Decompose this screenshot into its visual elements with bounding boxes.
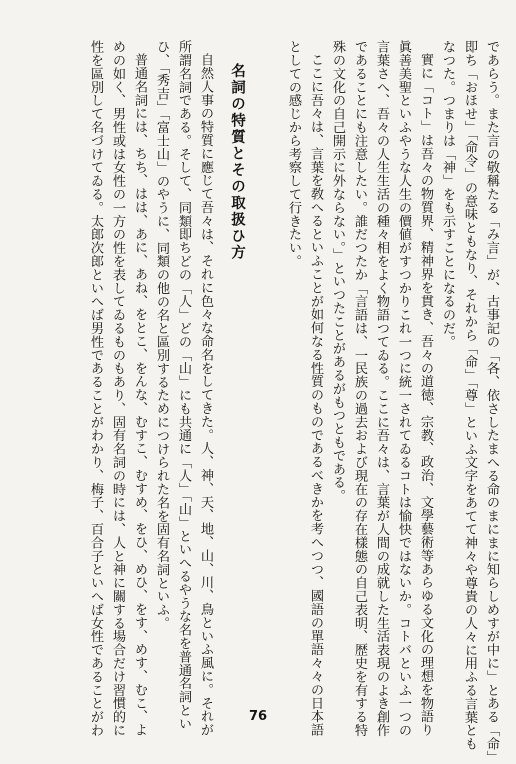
text-line: 自然人事の特質に應じて吾々は、それに色々な命名をしてきた。人、神、天、地、山、川、鳥といふ風に。それが [198,53,213,737]
text-line: 實に「コト」は吾々の物質界、精神界を貫き、吾々の道徳、宗教、政治、文學藝術等あらゆる文化の理想を物語り [418,53,433,737]
text-line: ここに吾々は、言葉を敎へるといふことが如何なる性質のものであるべきかを考へつつ、國語の單語々々の日本語 [308,53,323,737]
text-line: であることにも注意したい。誰だつたか「言語は、一民族の過去および現在の存在樣態の自己表明、歴史を有する特 [352,40,367,737]
text-line: 性を區別して名づけてゐる。太郎次郎といへば男性であることがわかり、梅子、百合子といへば女性であることがわ [88,40,103,737]
text-line: めの如く、男性或は女性の一方の性を表してゐるものもあり、固有名詞の時には、人と神に關する場合だけ習慣的に [110,40,125,737]
text-line: 即ち「おほせ」「命令」の意味ともなり、それから「命」「尊」といふ文字をあてて神々や尊貴の人々に用ふる言葉とも [462,40,477,751]
text-line: 言葉さへ、吾々の人生生活の種々相をよく物語つてゐる。ここに吾々は、言葉が人間の成就した生活表現のよき創作 [374,40,389,737]
section-heading: 名詞の特質とその取扱ひ方 [229,63,245,262]
text-line: ひ、「秀吉」「富士山」のやうに、同類の他の名と區別するためにつけられた名を固有名詞といふ。 [154,40,169,630]
text-line: 眞善美聖といふやうな人生の價値がすつかりこれ一つに統一されてゐるコトは愉快ではないか。コトバといふ一つの [396,40,411,737]
text-line: 所謂名詞である。そして、同類即ちどの「人」どの「山」にも共通に「人」「山」といへるやうな名を普通名詞とい [176,40,191,731]
text-line: なつた。つまりは「神」をも示すことになるのだ。 [440,40,455,349]
text-line: としての感じから考察して行きたい。 [286,40,301,268]
page-number: 76 [248,709,268,724]
text-line: であらう。また言の敬稱たる「み言」が、古事記の「各、依さしたまへる命のまにまに知らしめすが中に」とある「命」 [484,40,499,764]
text-column-right [262,40,502,764]
text-line: 普通名詞には、ちち、はは、あに、あね、をとこ、をんな、むすこ、むすめ、をひ、めひ、をす、めす、むこ、よ [132,53,147,737]
text-line: 殊の文化の自己開示に外ならない。」といつたことがあるがもつともである。 [330,40,345,503]
